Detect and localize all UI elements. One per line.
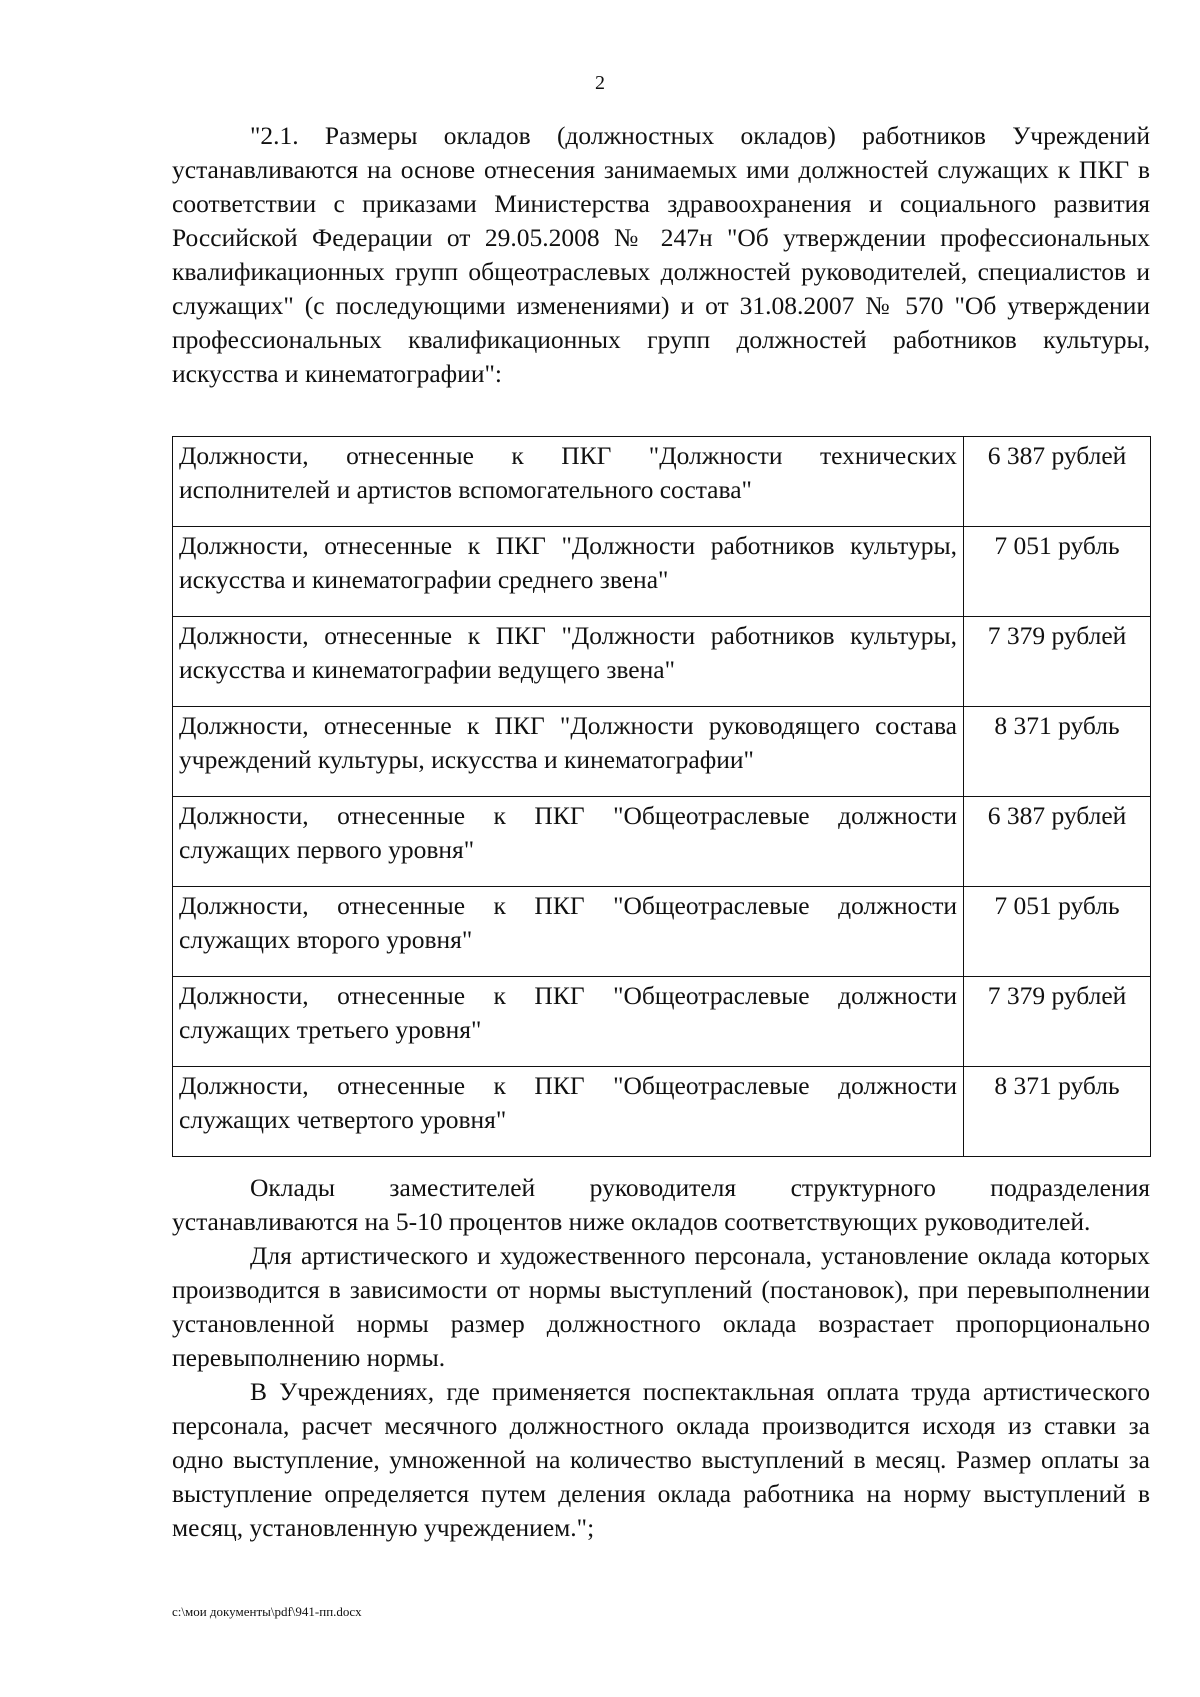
- per-performance-pay-paragraph: В Учреждениях, где применяется поспектакльная оплата труда артистического персонала, расчет месячного должностного оклада производится исходя из ставки за одно выступление, умноженной на количество выступлений в месяц. Размер оплаты за выступление определяется путем деления оклада работника на норму выступлений в месяц, установленную учреждением.";: [172, 1377, 1150, 1542]
- table-row: [173, 527, 1151, 617]
- table-row: [173, 797, 1151, 887]
- artistic-staff-paragraph: Для артистического и художественного персонала, установление оклада которых производится в зависимости от нормы выступлений (постановок), при перевыполнении установленной нормы размер должностного оклада возрастает пропорционально перевыполнению нормы.: [172, 1241, 1150, 1372]
- position-cell: Должности, отнесенные к ПКГ "Должности работников культуры, искусства и кинематографии ведущего звена": [173, 617, 964, 707]
- table-row: [173, 887, 1151, 977]
- table-row: [173, 617, 1151, 707]
- salary-amount-cell: 7 379 рублей: [964, 617, 1151, 707]
- salary-amount-cell: 6 387 рублей: [964, 437, 1151, 527]
- salary-amount-cell: 7 051 рубль: [964, 527, 1151, 617]
- position-cell: Должности, отнесенные к ПКГ "Должности руководящего состава учреждений культуры, искусства и кинематографии": [173, 707, 964, 797]
- salary-amount-cell: 8 371 рубль: [964, 1067, 1151, 1157]
- intro-paragraph: "2.1. Размеры окладов (должностных окладов) работников Учреждений устанавливаются на основе отнесения занимаемых ими должностей служащих к ПКГ в соответствии с приказами Министерства здравоохранения и социального развития Российской Федерации от 29.05.2008 № 247н "Об утверждении профессиональных квалификационных групп общеотраслевых должностей руководителей, специалистов и служащих" (с последующими изменениями) и от 31.08.2007 № 570 "Об утверждении профессиональных квалификационных групп должностей работников культуры, искусства и кинематографии":: [172, 121, 1150, 388]
- footer-file-path: c:\мои документы\pdf\941-пп.docx: [172, 1604, 362, 1619]
- table-row: [173, 977, 1151, 1067]
- intro-section: [172, 119, 1150, 391]
- page-number: 2: [595, 72, 605, 94]
- salary-amount-cell: 6 387 рублей: [964, 797, 1151, 887]
- salary-amount-cell: 7 051 рубль: [964, 887, 1151, 977]
- table-row: [173, 437, 1151, 527]
- table-row: [173, 1067, 1151, 1157]
- salary-table: [172, 436, 1151, 1157]
- position-cell: Должности, отнесенные к ПКГ "Общеотраслевые должности служащих четвертого уровня": [173, 1067, 964, 1157]
- position-cell: Должности, отнесенные к ПКГ "Должности технических исполнителей и артистов вспомогательного состава": [173, 437, 964, 527]
- position-cell: Должности, отнесенные к ПКГ "Должности работников культуры, искусства и кинематографии среднего звена": [173, 527, 964, 617]
- salary-amount-cell: 7 379 рублей: [964, 977, 1151, 1067]
- table-row: [173, 707, 1151, 797]
- position-cell: Должности, отнесенные к ПКГ "Общеотраслевые должности служащих третьего уровня": [173, 977, 964, 1067]
- after-table-section: [172, 1171, 1150, 1545]
- deputy-salary-paragraph: Оклады заместителей руководителя структурного подразделения устанавливаются на 5-10 процентов ниже окладов соответствующих руководителей.: [172, 1173, 1150, 1236]
- salary-amount-cell: 8 371 рубль: [964, 707, 1151, 797]
- position-cell: Должности, отнесенные к ПКГ "Общеотраслевые должности служащих первого уровня": [173, 797, 964, 887]
- position-cell: Должности, отнесенные к ПКГ "Общеотраслевые должности служащих второго уровня": [173, 887, 964, 977]
